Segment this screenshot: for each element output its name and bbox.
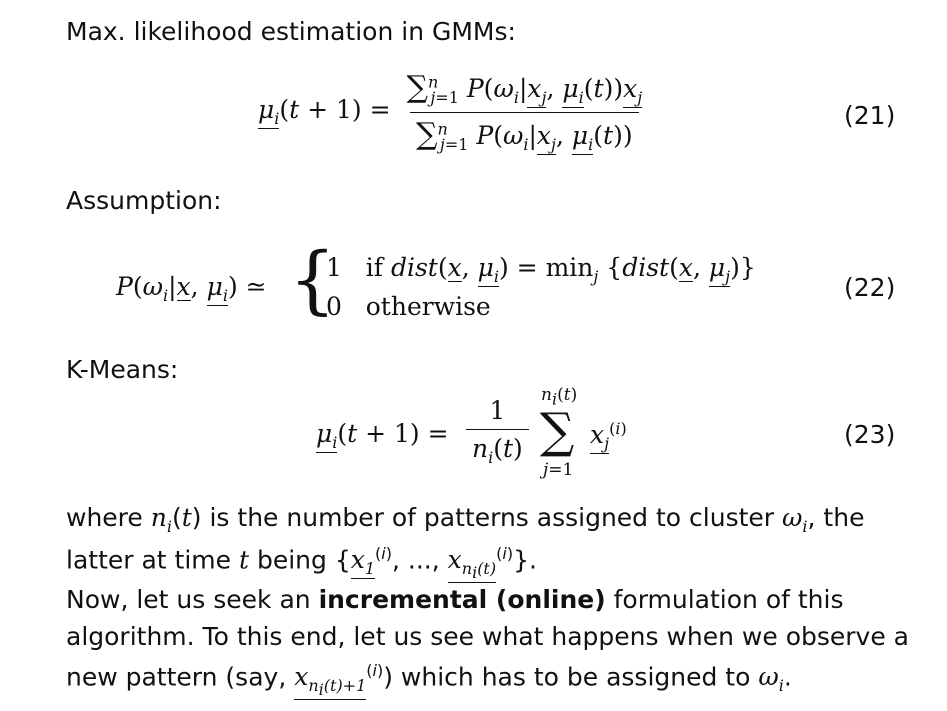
eq22-number: (22)	[844, 273, 896, 302]
eq23-lhs: $\mu_i(t + 1)$ =	[316, 419, 449, 452]
eq21-numerator: ∑$^n_{j=1}$ $P(\omega_i|x_j$, $\mu_i(t))x_j$	[406, 70, 643, 107]
eq21-number: (21)	[844, 101, 896, 130]
eq22-case1: 1 if dist(x, $\mu_i) = \min_j$ {dist(x, $\mu_j$)}	[326, 253, 756, 286]
heading-assumption: Assumption:	[66, 186, 222, 215]
para1-line1: where $n_i(t)$ is the number of patterns assigned to cluster $\omega_i$, the	[66, 503, 865, 536]
para2-line3: new pattern (say, $x_{n_i(t)+1}^{(i)}$) which has to be assigned to $\omega_i$.	[66, 661, 792, 700]
heading-gmm: Max. likelihood estimation in GMMs:	[66, 17, 516, 46]
heading-kmeans: K-Means:	[66, 355, 179, 384]
eq22-case2: 0 otherwise	[326, 292, 491, 321]
eq21-denominator: ∑$^n_{j=1}$ $P(\omega_i|x_j$, $\mu_i(t)$)	[410, 112, 638, 155]
eq22-brace: {	[289, 237, 337, 323]
eq23-sum-lower: j=1	[543, 460, 574, 480]
para2-line1: Now, let us seek an incremental (online) formulation of this	[66, 585, 844, 614]
para1-line2: latter at time t being {$x_1^{(i)}$, ..., $x_{n_i(t)}^{(i)}$}.	[66, 544, 537, 583]
eq23-sum-upper: $n_i(t)$	[541, 385, 578, 409]
eq23-fraction: $\frac{1}{n_i(t)}$	[466, 396, 529, 467]
equation-21	[258, 70, 648, 155]
eq23-sigma: ∑	[540, 403, 575, 459]
eq23-number: (23)	[844, 420, 896, 449]
eq21-lhs: $\mu_i(t + 1)$ =	[258, 95, 391, 129]
eq23-term: $x_j^{(i)}$	[590, 419, 627, 454]
para2-line2: algorithm. To this end, let us see what happens when we observe a	[66, 622, 909, 651]
eq21-fraction	[401, 70, 649, 155]
eq22-lhs: $P(\omega_i|x$, $\mu_i$) ≃	[116, 272, 267, 305]
